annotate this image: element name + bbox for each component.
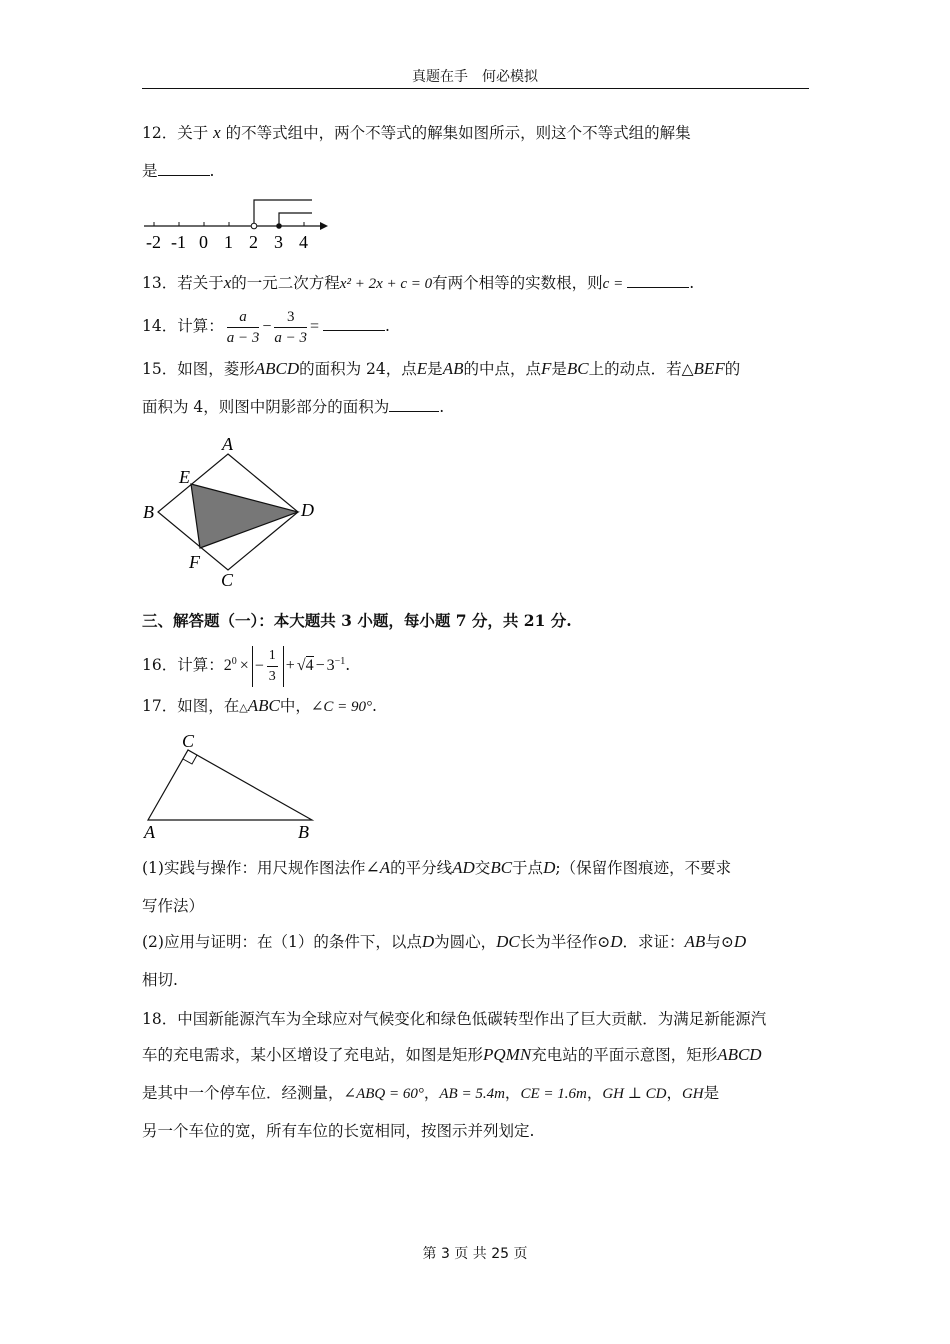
q12-line1 xyxy=(142,122,691,144)
q14-fraction-1 xyxy=(227,307,260,348)
q17-text: 17．如图，在 xyxy=(142,697,240,715)
q15-text: 15．如图，菱形 xyxy=(142,360,255,378)
q18-abcd: ABCD xyxy=(717,1045,762,1064)
q15-text: 面积为 4，则图中阴影部分的面积为 xyxy=(142,398,390,416)
tick-label: 0 xyxy=(199,232,208,252)
q14-frac1-den: a − 3 xyxy=(226,329,260,346)
q18-text: 车的充电需求，某小区增设了充电站，如图是矩形 xyxy=(142,1046,484,1064)
q16-times: × xyxy=(239,657,249,675)
q15-end: . xyxy=(439,398,445,416)
q17-d: D xyxy=(421,932,435,951)
q17-part2-line2: 相切. xyxy=(142,971,178,989)
q13-text-a: 13．若关于 xyxy=(142,274,224,292)
q12-number-line xyxy=(142,195,342,255)
q17-d: D xyxy=(543,858,556,877)
q16-absolute-value xyxy=(252,646,284,687)
label-c: C xyxy=(221,570,234,590)
q13-end: . xyxy=(689,274,695,292)
q12-answer-blank xyxy=(158,161,210,176)
label-b: B xyxy=(298,822,309,842)
q18-line3: 是其中一个停车位．经测量，∠ABQ = 60°，AB = 5.4m，CE = 1.6m，GH ⊥ CD，GH是 xyxy=(142,1084,720,1102)
page-header: 真题在手 何必模拟 xyxy=(412,69,538,85)
q13-equation: x² + 2x + c = 0 xyxy=(339,276,433,292)
q17-part1-line1 xyxy=(142,857,731,879)
q13-answer-blank xyxy=(627,273,689,288)
triangle-abc xyxy=(148,750,312,820)
q14-answer-blank xyxy=(323,316,385,331)
q18-text: 充电站的平面示意图，矩形 xyxy=(531,1046,718,1064)
q13-text-c: 有两个相等的实数根，则 xyxy=(432,274,603,292)
tick-label: -2 xyxy=(146,232,161,252)
q15-text: 是 xyxy=(551,360,567,378)
q17-d: D xyxy=(610,932,623,951)
q15-ab: AB xyxy=(442,359,464,378)
shaded-triangle-edf xyxy=(191,484,298,548)
q17-ad: AD xyxy=(452,858,475,877)
q16-text: 16．计算： xyxy=(142,656,224,675)
q17-dc: DC xyxy=(496,932,520,951)
q16-base2: 3 xyxy=(326,657,335,675)
q16-exponent: 0 xyxy=(231,656,237,667)
q17-part2-line1 xyxy=(142,931,746,953)
label-c: C xyxy=(182,731,195,751)
q17-text: (1)实践与操作：用尺规作图法作 xyxy=(142,859,366,877)
q15-line1 xyxy=(142,358,740,380)
q18-text: 是其中一个停车位．经测量， xyxy=(142,1084,344,1102)
open-point xyxy=(251,223,257,229)
q16-frac-den: 3 xyxy=(268,668,276,684)
q18-angle: ∠ABQ = 60° xyxy=(343,1086,424,1102)
label-e: E xyxy=(179,467,190,487)
q16-exponent-neg: −1 xyxy=(334,656,346,667)
q16-minus: − xyxy=(315,657,325,675)
q12-line2 xyxy=(142,160,214,182)
q15-text: 的 xyxy=(724,360,741,378)
q15-abcd: ABCD xyxy=(254,359,300,378)
q12-var: x xyxy=(213,123,221,142)
q18-text: 是 xyxy=(703,1084,720,1102)
tick-label: 3 xyxy=(274,232,283,252)
q15-text: 的中点，点 xyxy=(463,360,541,378)
label-a: A xyxy=(222,434,233,454)
q15-text: 是 xyxy=(427,360,443,378)
q16-sqrt-arg: 4 xyxy=(305,657,314,675)
q17-text: 与⊙ xyxy=(705,933,734,951)
q14-equals: = xyxy=(310,318,320,335)
q17-abc: ABC xyxy=(247,696,280,715)
q13-var: x xyxy=(223,273,232,292)
label-d: D xyxy=(301,500,314,520)
q17-text: 的平分线 xyxy=(390,859,453,877)
q16-frac-num: 1 xyxy=(267,646,278,667)
tick-label: 2 xyxy=(249,232,258,252)
q18-line4: 另一个车位的宽，所有车位的长宽相同，按图示并列划定. xyxy=(142,1122,535,1140)
q15-f: F xyxy=(540,359,552,378)
q13-lhs: c = xyxy=(602,276,624,292)
right-angle-mark xyxy=(183,755,197,764)
q17-angle: ∠C = 90° xyxy=(310,699,373,715)
q15-answer-blank xyxy=(389,397,439,412)
q14-text-a: 14．计算： xyxy=(142,317,224,335)
q17-part1-line2: 写作法） xyxy=(142,897,205,915)
q18-ab-eq: AB = 5.4m xyxy=(439,1086,505,1102)
q17-text: 为圆心， xyxy=(434,933,497,951)
q18-gh-perp: GH ⊥ CD xyxy=(602,1086,667,1102)
q14-fraction-2 xyxy=(274,307,307,348)
q14-frac2-num: 3 xyxy=(274,307,307,328)
q17-text: ．求证： xyxy=(622,933,685,951)
q17-bc: BC xyxy=(490,858,513,877)
q16-plus: + xyxy=(285,657,295,675)
q18-pqmn: PQMN xyxy=(483,1045,532,1064)
tick-label: -1 xyxy=(171,232,186,252)
q16-end: . xyxy=(345,656,351,675)
q12-text-c: 是 xyxy=(142,162,158,180)
q18-line1: 18．中国新能源汽车为全球应对气候变化和绿色低碳转型作出了巨大贡献．为满足新能源汽 xyxy=(142,1010,767,1028)
q17-ab: AB xyxy=(684,932,706,951)
q17-text: 交 xyxy=(474,859,491,877)
closed-point xyxy=(276,223,282,229)
q12-text-a: 12．关于 xyxy=(142,124,214,142)
page-footer: 第 3 页 共 25 页 xyxy=(422,1246,528,1262)
q18-ce-eq: CE = 1.6m xyxy=(520,1086,587,1102)
q14-line xyxy=(142,304,390,349)
q14-end: . xyxy=(385,317,390,335)
q17-text: ;（保留作图痕迹，不要求 xyxy=(555,859,732,877)
q16-fraction xyxy=(267,646,278,687)
axis-arrow xyxy=(320,222,328,230)
q17-text: (2)应用与证明：在（1）的条件下，以点 xyxy=(142,933,422,951)
q15-text: 上的动点．若△ xyxy=(588,360,694,378)
q17-text: 中， xyxy=(279,697,311,715)
q17-triangle-symbol: △ xyxy=(239,701,248,714)
q17-angle-a: ∠A xyxy=(365,858,391,877)
q14-frac2-den: a − 3 xyxy=(274,329,308,346)
q15-bef: BEF xyxy=(693,359,725,378)
q15-rhombus-figure xyxy=(140,430,330,595)
q12-end: . xyxy=(209,162,215,180)
label-b: B xyxy=(143,502,154,522)
solution-set-2 xyxy=(279,213,312,226)
q14-minus: − xyxy=(262,318,272,335)
q15-e: E xyxy=(416,359,428,378)
q15-text: 的面积为 24，点 xyxy=(299,360,417,378)
q18-gh: GH xyxy=(681,1086,704,1102)
tick-label: 4 xyxy=(299,232,308,252)
q17-triangle-figure xyxy=(140,728,330,843)
q17-d: D xyxy=(733,932,747,951)
q15-bc: BC xyxy=(566,359,589,378)
q16-neg: − xyxy=(254,657,264,675)
q16-sqrt-sign: √ xyxy=(296,657,306,675)
q17-line xyxy=(142,695,377,719)
q15-line2 xyxy=(142,396,444,418)
q17-end: . xyxy=(372,697,377,715)
section-3-title: 三、解答题（一）：本大题共 3 小题，每小题 7 分，共 21 分. xyxy=(142,611,572,630)
q14-frac1-num: a xyxy=(227,307,260,328)
tick-label: 1 xyxy=(224,232,233,252)
q18-line2 xyxy=(142,1044,762,1066)
q17-text: 长为半径作⊙ xyxy=(519,933,611,951)
label-f: F xyxy=(189,552,200,572)
q12-text-b: 的不等式组中，两个不等式的解集如图所示，则这个不等式组的解集 xyxy=(220,124,691,142)
q13-line xyxy=(142,272,694,295)
header-rule xyxy=(142,88,809,89)
label-a: A xyxy=(144,822,155,842)
q16-line xyxy=(142,640,350,688)
q17-text: 于点 xyxy=(512,859,544,877)
q16-base: 2 xyxy=(223,657,232,675)
q13-text-b: 的一元二次方程 xyxy=(231,274,340,292)
